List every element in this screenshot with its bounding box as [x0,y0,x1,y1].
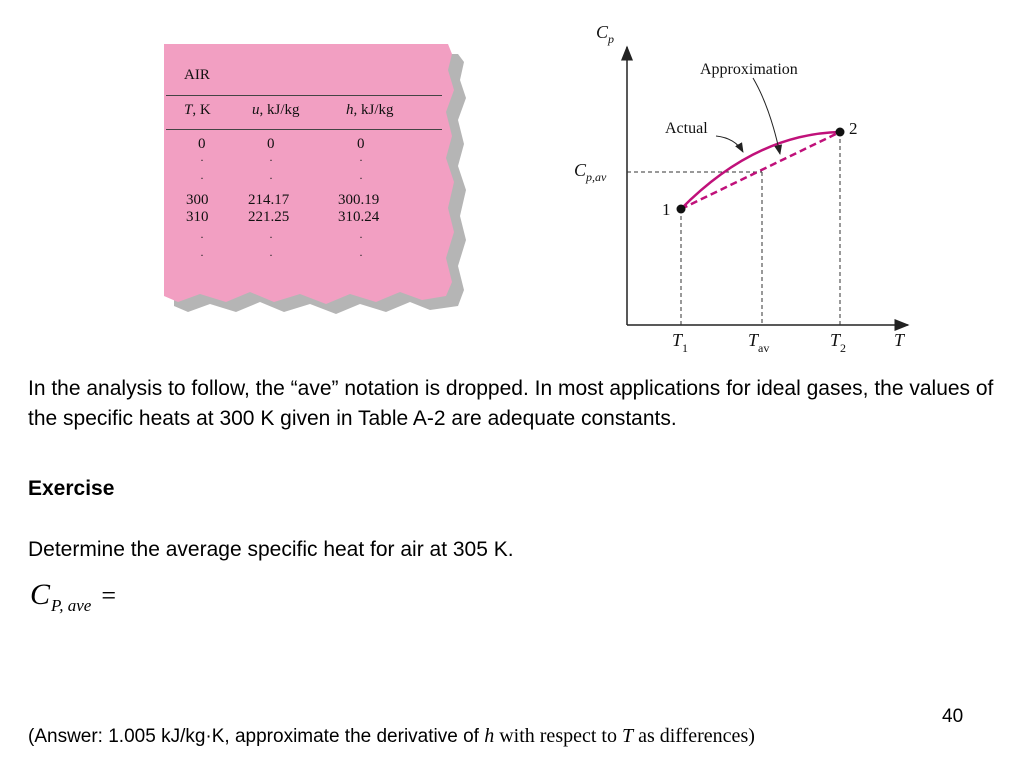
exercise-prompt: Determine the average specific heat for air at 305 K. [28,538,514,561]
table-cell: 0 [198,136,206,152]
ellipsis-dot: · [359,153,363,167]
table-rule-header [166,129,442,130]
x-tick-t2: $T_2$ [830,330,847,355]
state-point-2 [836,128,845,137]
actual-label: Actual [665,120,708,137]
header-t: T, K [184,102,211,118]
ellipsis-dot: · [200,171,204,185]
table-cell: 300.19 [338,192,380,208]
table-cell: 221.25 [248,209,290,225]
table-cell: 300 [186,192,209,208]
header-h: h, kJ/kg [346,102,394,118]
table-title: AIR [184,67,210,83]
table-cell: 0 [357,136,365,152]
ellipsis-dot: · [269,230,273,244]
ellipsis-dot: · [200,230,204,244]
ellipsis-dot: · [359,248,363,262]
point-2-label: 2 [849,119,858,138]
approximation-label: Approximation [700,61,798,78]
table-cell: 310 [186,209,209,225]
ellipsis-dot: · [269,248,273,262]
ellipsis-dot: · [269,153,273,167]
point-1-label: 1 [662,200,671,219]
approximation-callout-arrow [753,78,780,154]
x-tick-tav: $T_{av}$ [748,330,770,355]
table-cell: 310.24 [338,209,380,225]
header-u: u, kJ/kg [252,102,300,118]
answer-note: (Answer: 1.005 kJ/kg·K, approximate the derivative of h with respect to T as differences) [28,725,755,747]
page-number: 40 [942,706,964,727]
approximation-line [681,132,840,209]
property-table-card [160,40,470,320]
explanation-paragraph: In the analysis to follow, the “ave” notation is dropped. In most applications for ideal gases, the values of the specific heats at 300 K given in Table A-2 are adequate constants. [28,377,994,430]
cp-ave-formula [30,578,116,615]
y-axis-label: $C_p$ [596,22,615,46]
table-rule-top [166,95,442,96]
formula-subscript: P, ave [51,596,92,615]
ellipsis-dot: · [200,248,204,262]
table-cell: 214.17 [248,192,290,208]
ellipsis-dot: · [359,171,363,185]
x-tick-t1: $T_1$ [672,330,689,355]
formula-symbol: C [30,578,51,611]
state-point-1 [677,205,686,214]
actual-callout-arrow [716,136,743,152]
ellipsis-dot: · [359,230,363,244]
table-cell: 0 [267,136,275,152]
cp-av-label: $C_{p,av}$ [574,160,607,184]
x-axis-label: T [894,330,905,350]
cp-vs-t-graph [560,12,940,362]
ellipsis-dot: · [200,153,204,167]
ellipsis-dot: · [269,171,273,185]
formula-equals: = [101,581,116,610]
exercise-heading: Exercise [28,477,115,500]
